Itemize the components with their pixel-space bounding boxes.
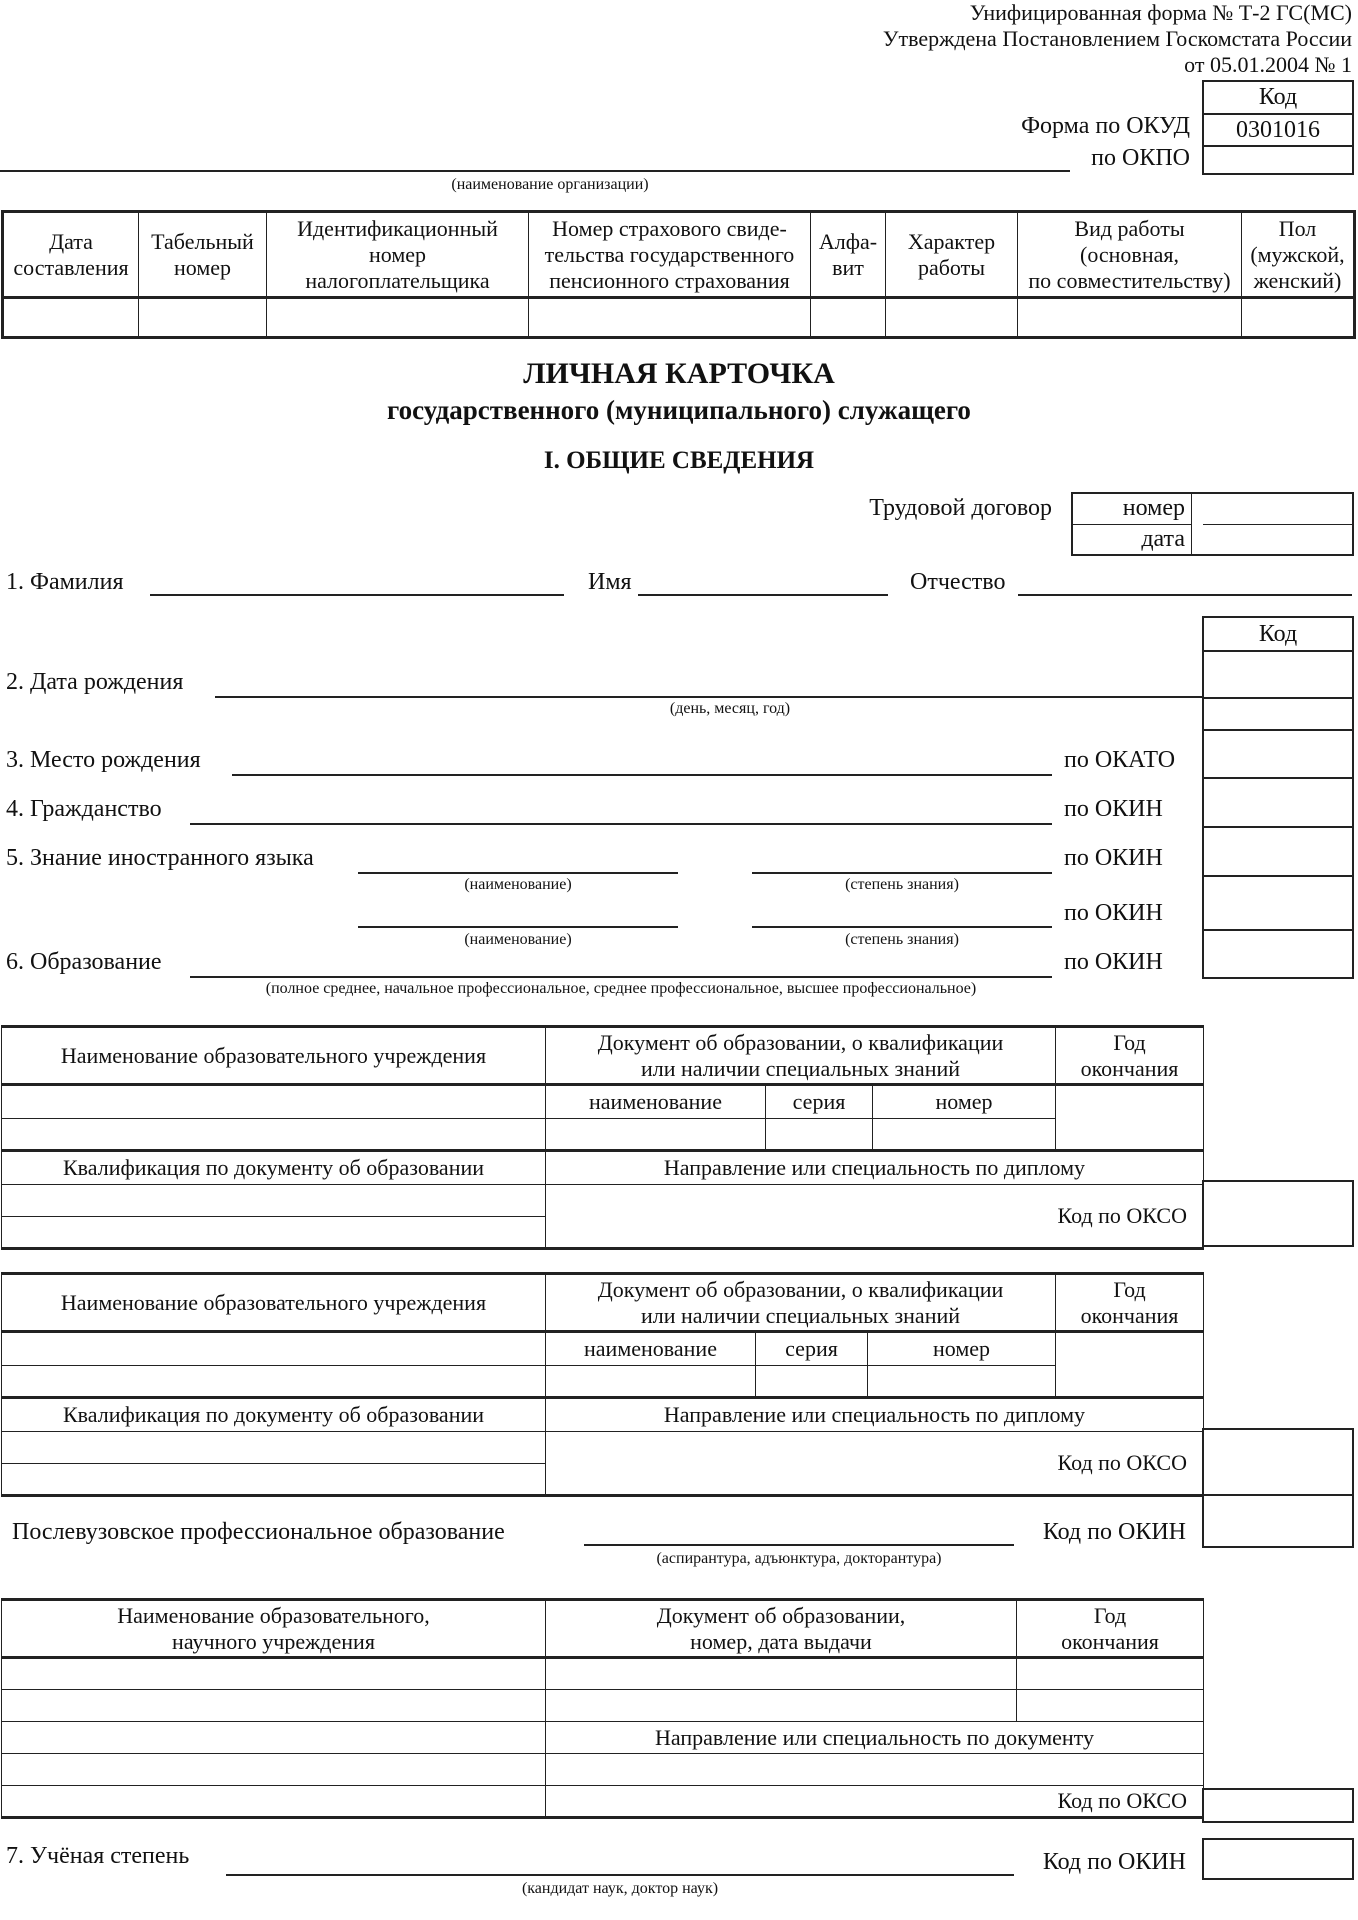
education-label: 6. Образование (6, 949, 162, 975)
institution-header: Наименование образовательного учреждения (2, 1274, 546, 1332)
language2-okin-label: по ОКИН (1064, 900, 1163, 926)
institution-cell[interactable] (2, 1332, 546, 1366)
col-date: Дата составления (3, 212, 139, 298)
name-field[interactable] (638, 594, 888, 596)
okud-code-cell: 0301016 (1202, 113, 1354, 147)
section-title: I. ОБЩИЕ СВЕДЕНИЯ (543, 447, 815, 474)
language1-okin-label: по ОКИН (1064, 845, 1163, 871)
doc-name-header: наименование (546, 1085, 766, 1119)
doc-series-cell[interactable] (756, 1366, 868, 1398)
doc-series-header: серия (756, 1332, 868, 1366)
col-alphabet: Алфа- вит (811, 212, 886, 298)
specialty-cell[interactable] (546, 1754, 1204, 1786)
gender-cell[interactable] (1242, 298, 1355, 338)
contract-date-label: дата (1073, 525, 1192, 555)
code-header: Код (1202, 80, 1354, 115)
okso-label: Код по ОКСО (1057, 1788, 1187, 1813)
language2-level-hint: (степень знания) (845, 931, 959, 948)
page-title: ЛИЧНАЯ КАРТОЧКА (523, 357, 835, 390)
year-header: Год окончания (1056, 1274, 1204, 1332)
work-nature-cell[interactable] (886, 298, 1018, 338)
doc-number-header: номер (868, 1332, 1056, 1366)
citizenship-label: 4. Гражданство (6, 796, 162, 822)
date-cell[interactable] (3, 298, 139, 338)
col-inn: Идентификационный номер налогоплательщика (267, 212, 529, 298)
institution-header: Наименование образовательного, научного учреждения (2, 1600, 546, 1658)
form-number: Унифицированная форма № Т-2 ГС(МС) (969, 0, 1352, 25)
okso-label: Код по ОКСО (1057, 1450, 1187, 1475)
col-snils: Номер страхового свиде- тельства государственного пенсионного страхования (529, 212, 811, 298)
language1-code-cell[interactable] (1202, 826, 1354, 877)
degree-hint: (кандидат наук, доктор наук) (521, 1880, 719, 1897)
institution-cell-5[interactable] (2, 1786, 546, 1818)
citizenship-field[interactable] (190, 823, 1052, 825)
doc-name-cell[interactable] (546, 1366, 756, 1398)
birthdate-label: 2. Дата рождения (6, 669, 184, 695)
doc-name-cell[interactable] (546, 1119, 766, 1151)
education-hint: (полное среднее, начальное профессиональное, среднее профессиональное, высшее профессиональное) (265, 980, 977, 997)
alphabet-cell[interactable] (811, 298, 886, 338)
institution-cell-4[interactable] (2, 1754, 546, 1786)
okato-label: по ОКАТО (1064, 747, 1176, 773)
surname-field[interactable] (150, 594, 564, 596)
patronymic-label: Отчество (910, 569, 1006, 595)
okpo-code-cell[interactable] (1202, 145, 1354, 175)
specialty-header: Направление или специальность по диплому (546, 1151, 1204, 1185)
citizenship-okin-label: по ОКИН (1064, 796, 1163, 822)
table-row (3, 298, 1355, 338)
postgrad-okin-code-cell[interactable] (1202, 1494, 1354, 1548)
document-header: Документ об образовании, о квалификации или наличии специальных знаний (546, 1027, 1056, 1085)
postgrad-table (1, 1598, 1204, 1819)
institution-cell-3[interactable] (2, 1722, 546, 1754)
year-header: Год окончания (1017, 1600, 1204, 1658)
year-cell-2[interactable] (1017, 1690, 1204, 1722)
qualification-cell[interactable] (2, 1432, 546, 1464)
year-header: Год окончания (1056, 1027, 1204, 1085)
approval-date: от 05.01.2004 № 1 (1184, 52, 1352, 77)
surname-label: 1. Фамилия (6, 569, 124, 595)
citizenship-code-cell[interactable] (1202, 777, 1354, 828)
education-field[interactable] (190, 976, 1052, 978)
page-subtitle: государственного (муниципального) служащего (387, 395, 971, 425)
document-cell[interactable] (546, 1658, 1017, 1690)
inn-cell[interactable] (267, 298, 529, 338)
birthplace-label: 3. Место рождения (6, 747, 201, 773)
code-cell-blank[interactable] (1202, 697, 1354, 731)
education-code-cell[interactable] (1202, 929, 1354, 979)
postgrad-okin-label: Код по ОКИН (1042, 1519, 1186, 1545)
birthdate-hint: (день, месяц, год) (669, 700, 791, 717)
language-label: 5. Знание иностранного языка (6, 845, 314, 871)
okso-label: Код по ОКСО (1057, 1203, 1187, 1228)
doc-number-cell[interactable] (873, 1119, 1056, 1151)
code-column-header: Код (1202, 616, 1354, 652)
qualification-cell-2[interactable] (2, 1217, 546, 1249)
tab-number-cell[interactable] (139, 298, 267, 338)
education-table-1 (1, 1025, 1204, 1250)
employee-info-table (1, 210, 1356, 339)
language2-level-field[interactable] (752, 926, 1052, 928)
document-header: Документ об образовании, номер, дата выдачи (546, 1600, 1017, 1658)
col-work-type: Вид работы (основная, по совместительству) (1018, 212, 1242, 298)
contract-box (1071, 492, 1354, 556)
qualification-cell[interactable] (2, 1185, 546, 1217)
qualification-header: Квалификация по документу об образовании (2, 1398, 546, 1432)
contract-label: Трудовой договор (869, 495, 1052, 521)
institution-cell[interactable] (2, 1085, 546, 1119)
org-name-field[interactable] (0, 170, 1070, 172)
institution-cell-2[interactable] (2, 1690, 546, 1722)
contract-date-field[interactable] (1203, 525, 1353, 555)
snils-cell[interactable] (529, 298, 811, 338)
year-cell[interactable] (1056, 1332, 1204, 1398)
birthplace-field[interactable] (232, 774, 1052, 776)
specialty-cell[interactable] (546, 1185, 1204, 1249)
language2-code-cell[interactable] (1202, 875, 1354, 931)
language1-name-hint: (наименование) (464, 876, 572, 893)
okud-label: Форма по ОКУД (1021, 113, 1190, 139)
language1-level-field[interactable] (752, 872, 1052, 874)
specialty-cell[interactable] (546, 1432, 1204, 1496)
language1-name-field[interactable] (358, 872, 678, 874)
okso-code-cell-3[interactable] (1202, 1788, 1354, 1823)
table-header-row (3, 212, 1355, 298)
birthdate-field[interactable] (215, 696, 1203, 698)
institution-cell-2[interactable] (2, 1119, 546, 1151)
education-table-2 (1, 1272, 1204, 1497)
col-gender: Пол (мужской, женский) (1242, 212, 1355, 298)
okso-code-cell-2[interactable] (1202, 1428, 1354, 1496)
contract-number-label: номер (1073, 494, 1192, 525)
patronymic-field[interactable] (1018, 594, 1352, 596)
col-work-nature: Характер работы (886, 212, 1018, 298)
okpo-label: по ОКПО (1091, 145, 1190, 171)
doc-series-header: серия (766, 1085, 873, 1119)
document-cell-2[interactable] (546, 1690, 1017, 1722)
okso-code-cell-1[interactable] (1202, 1180, 1354, 1247)
institution-header: Наименование образовательного учреждения (2, 1027, 546, 1085)
okso-row (546, 1786, 1204, 1818)
year-cell[interactable] (1056, 1085, 1204, 1151)
doc-series-cell[interactable] (766, 1119, 873, 1151)
name-label: Имя (588, 569, 632, 595)
language2-name-field[interactable] (358, 926, 678, 928)
qualification-header: Квалификация по документу об образовании (2, 1151, 546, 1185)
postgrad-field[interactable] (584, 1544, 1014, 1546)
specialty-header: Направление или специальность по документу (546, 1722, 1204, 1754)
contract-number-field[interactable] (1203, 494, 1353, 525)
year-cell[interactable] (1017, 1658, 1204, 1690)
doc-number-cell[interactable] (868, 1366, 1056, 1398)
col-tab-number: Табельный номер (139, 212, 267, 298)
birthdate-code-cell[interactable] (1202, 650, 1354, 699)
doc-number-header: номер (873, 1085, 1056, 1119)
org-name-hint: (наименование организации) (451, 176, 649, 193)
degree-label: 7. Учёная степень (6, 1843, 190, 1869)
postgrad-hint: (аспирантура, адъюнктура, докторантура) (656, 1550, 942, 1567)
institution-cell-2[interactable] (2, 1366, 546, 1398)
work-type-cell[interactable] (1018, 298, 1242, 338)
postgrad-label: Послевузовское профессиональное образование (12, 1519, 505, 1545)
degree-field[interactable] (226, 1874, 1014, 1876)
qualification-cell-2[interactable] (2, 1464, 546, 1496)
institution-cell[interactable] (2, 1658, 546, 1690)
degree-okin-label: Код по ОКИН (1042, 1849, 1186, 1875)
doc-name-header: наименование (546, 1332, 756, 1366)
okato-code-cell[interactable] (1202, 729, 1354, 779)
approval-line: Утверждена Постановлением Госкомстата России (882, 26, 1352, 51)
degree-okin-code-cell[interactable] (1202, 1838, 1354, 1880)
language1-level-hint: (степень знания) (845, 876, 959, 893)
specialty-header: Направление или специальность по диплому (546, 1398, 1204, 1432)
language2-name-hint: (наименование) (464, 931, 572, 948)
education-okin-label: по ОКИН (1064, 949, 1163, 975)
document-header: Документ об образовании, о квалификации или наличии специальных знаний (546, 1274, 1056, 1332)
